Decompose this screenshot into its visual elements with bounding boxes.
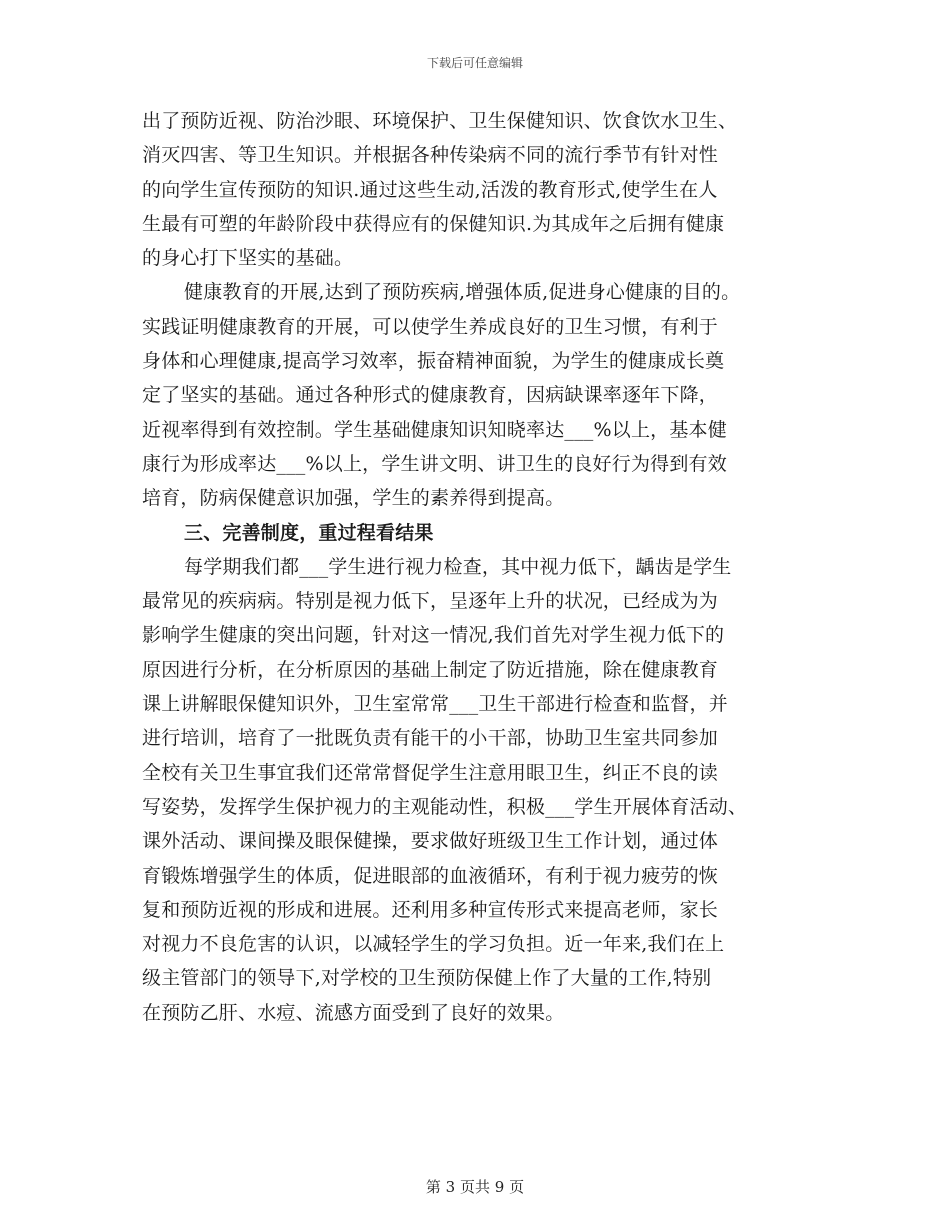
page-footer: 第 3 页共 9 页	[425, 1178, 525, 1196]
paragraph-line: 出了预防近视、防治沙眼、环境保护、卫生保健知识、饮食饮水卫生、	[142, 110, 738, 132]
paragraph-line: 课上讲解眼保健知识外，卫生室常常___卫生干部进行检查和监督，并	[142, 693, 728, 716]
paragraph-line: 的身心打下坚实的基础。	[142, 247, 354, 270]
paragraph-line: 每学期我们都___学生进行视力检查，其中视力低下，龋齿是学生	[184, 555, 732, 578]
paragraph-line: 实践证明健康教育的开展，可以使学生养成良好的卫生习惯，有利于	[142, 315, 719, 338]
paragraph-line: 级主管部门的领导下,对学校的卫生预防保健上作了大量的工作,特别	[142, 967, 712, 990]
paragraph-line: 在预防乙肝、水痘、流感方面受到了良好的效果。	[142, 1001, 565, 1024]
paragraph-line: 生最有可塑的年龄阶段中获得应有的保健知识.为其成年之后拥有健康	[142, 212, 725, 235]
paragraph-line: 写姿势，发挥学生保护视力的主观能动性，积极___学生开展体育活动、	[142, 795, 748, 818]
paragraph-line: 对视力不良危害的认识，以减轻学生的学习负担。近一年来,我们在上	[142, 933, 725, 956]
paragraph-line: 课外活动、课间操及眼保健操，要求做好班级卫生工作计划，通过体	[142, 830, 719, 853]
paragraph-line: 近视率得到有效控制。学生基础健康知识知晓率达___%以上，基本健	[142, 418, 727, 441]
paragraph-line: 全校有关卫生事宜我们还常常督促学生注意用眼卫生，纠正不良的读	[142, 761, 719, 784]
paragraph-line: 康行为形成率达___%以上，学生讲文明、讲卫生的良好行为得到有效	[142, 452, 727, 475]
paragraph-line: 定了坚实的基础。通过各种形式的健康教育，因病缺课率逐年下降，	[142, 384, 719, 407]
paragraph-line: 进行培训，培育了一批既负责有能干的小干部，协助卫生室共同参加	[142, 727, 719, 750]
paragraph-line: 原因进行分析，在分析原因的基础上制定了防近措施，除在健康教育	[142, 658, 719, 681]
page-header: 下载后可任意编辑	[426, 56, 523, 70]
paragraph-line: 育锻炼增强学生的体质，促进眼部的血液循环，有利于视力疲劳的恢	[142, 864, 719, 887]
paragraph-line: 影响学生健康的突出问题，针对这一情况,我们首先对学生视力低下的	[142, 624, 725, 647]
paragraph-line: 复和预防近视的形成和进展。还利用多种宣传形式来提高老师，家长	[142, 898, 719, 921]
paragraph-line: 培育，防病保健意识加强，学生的素养得到提高。	[142, 487, 565, 510]
paragraph-line: 身体和心理健康,提高学习效率，振奋精神面貌，为学生的健康成长奠	[142, 350, 725, 373]
paragraph-line: 的向学生宣传预防的知识.通过这些生动,活泼的教育形式,使学生在人	[142, 178, 718, 201]
paragraph-line: 健康教育的开展,达到了预防疾病,增强体质,促进身心健康的目的。	[184, 281, 741, 304]
paragraph-line: 最常见的疾病病。特别是视力低下，呈逐年上升的状况，已经成为为	[142, 590, 719, 613]
paragraph-line: 消灭四害、等卫生知识。并根据各种传染病不同的流行季节有针对性	[142, 144, 719, 167]
section-heading: 三、完善制度，重过程看结果	[184, 521, 434, 544]
document-body	[142, 104, 822, 1030]
